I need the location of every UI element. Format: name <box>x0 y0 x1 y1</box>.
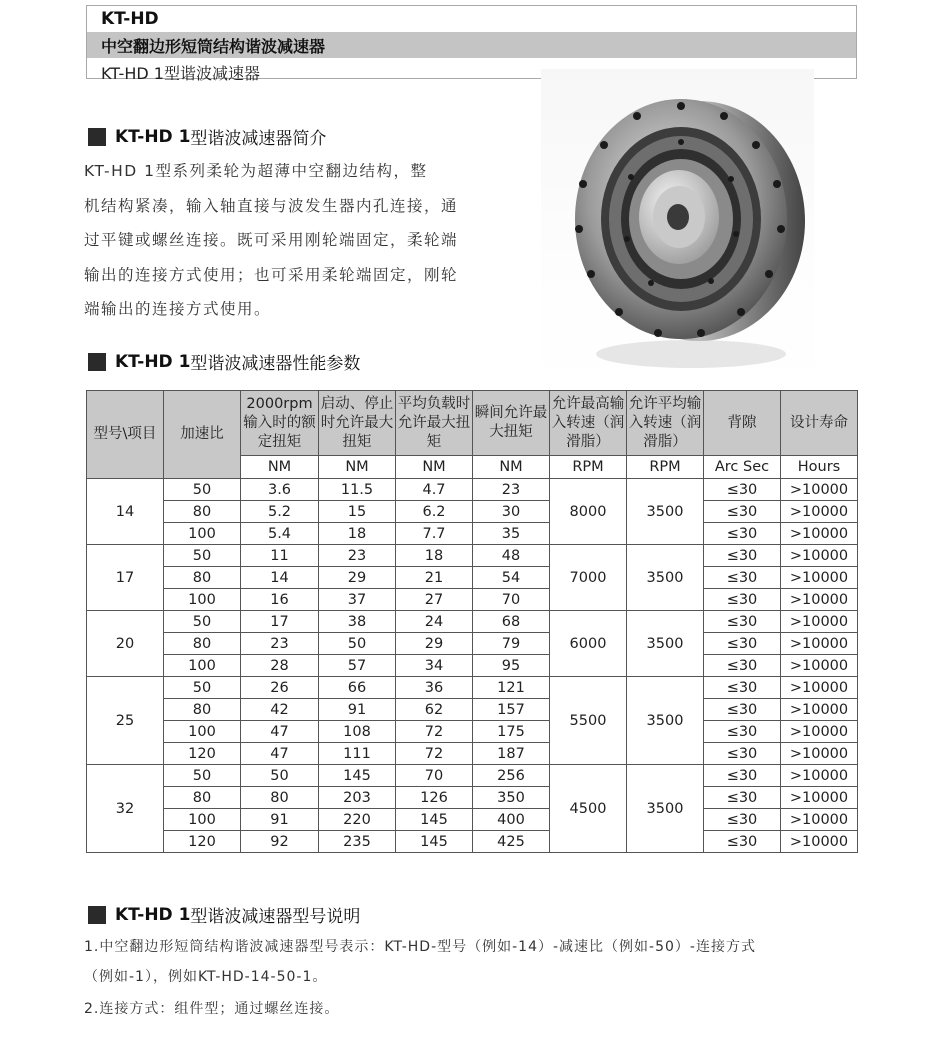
rated-cell: 47 <box>241 743 319 765</box>
header-avgload-torque: 平均负载时允许最大扭矩 <box>396 391 473 456</box>
product-subtitle: KT-HD 1型谐波减速器 <box>101 64 260 83</box>
startstop-cell: 23 <box>319 545 396 567</box>
performance-title <box>88 349 360 374</box>
harmonic-reducer-image <box>541 69 814 391</box>
life-cell: >10000 <box>781 743 858 765</box>
instant-cell: 187 <box>473 743 550 765</box>
ratio-cell: 100 <box>164 655 241 677</box>
model-cell: 20 <box>87 611 164 677</box>
ratio-cell: 100 <box>164 809 241 831</box>
header-startstop-torque: 启动、停止时允许最大扭矩 <box>319 391 396 456</box>
header-rated-torque: 2000rpm输入时的额定扭矩 <box>241 391 319 456</box>
life-cell: >10000 <box>781 655 858 677</box>
rated-cell: 3.6 <box>241 479 319 501</box>
startstop-cell: 145 <box>319 765 396 787</box>
life-cell: >10000 <box>781 765 858 787</box>
avg-speed-cell: 3500 <box>627 765 704 853</box>
intro-title <box>88 124 326 149</box>
rated-cell: 5.2 <box>241 501 319 523</box>
table-row <box>87 809 858 831</box>
instant-cell: 23 <box>473 479 550 501</box>
header-backlash: 背隙 <box>704 391 781 456</box>
rated-cell: 11 <box>241 545 319 567</box>
rated-cell: 14 <box>241 567 319 589</box>
backlash-cell: ≤30 <box>704 721 781 743</box>
startstop-cell: 29 <box>319 567 396 589</box>
life-cell: >10000 <box>781 523 858 545</box>
avg-speed-cell: 3500 <box>627 479 704 545</box>
life-cell: >10000 <box>781 809 858 831</box>
ratio-cell: 80 <box>164 699 241 721</box>
table-row <box>87 633 858 655</box>
avgload-cell: 7.7 <box>396 523 473 545</box>
model-cell: 17 <box>87 545 164 611</box>
table-row <box>87 765 858 787</box>
header-instant-torque: 瞬间允许最大扭矩 <box>473 391 550 456</box>
ratio-cell: 80 <box>164 501 241 523</box>
model-line-3: 2.连接方式：组件型；通过螺丝连接。 <box>84 1001 340 1017</box>
product-code: KT-HD <box>101 9 159 29</box>
section-square-icon <box>88 906 106 924</box>
startstop-cell: 57 <box>319 655 396 677</box>
instant-cell: 48 <box>473 545 550 567</box>
model-line-2: （例如-1），例如KT-HD-14-50-1。 <box>84 969 328 985</box>
life-cell: >10000 <box>781 787 858 809</box>
startstop-cell: 203 <box>319 787 396 809</box>
life-cell: >10000 <box>781 611 858 633</box>
rated-cell: 5.4 <box>241 523 319 545</box>
startstop-cell: 235 <box>319 831 396 853</box>
model-cell: 14 <box>87 479 164 545</box>
intro-line: 机结构紧凑，输入轴直接与波发生器内孔连接，通 <box>84 196 459 215</box>
max-speed-cell: 6000 <box>550 611 627 677</box>
table-row <box>87 501 858 523</box>
avgload-cell: 21 <box>396 567 473 589</box>
life-cell: >10000 <box>781 633 858 655</box>
backlash-cell: ≤30 <box>704 655 781 677</box>
header-ratio: 加速比 <box>164 391 241 479</box>
table-row <box>87 721 858 743</box>
model-title <box>88 902 360 927</box>
intro-line: 输出的连接方式使用；也可采用柔轮端固定，刚轮 <box>84 265 459 284</box>
rated-cell: 42 <box>241 699 319 721</box>
unit-cell: NM <box>241 456 319 479</box>
avgload-cell: 18 <box>396 545 473 567</box>
rated-cell: 80 <box>241 787 319 809</box>
startstop-cell: 38 <box>319 611 396 633</box>
startstop-cell: 37 <box>319 589 396 611</box>
startstop-cell: 11.5 <box>319 479 396 501</box>
model-cell: 25 <box>87 677 164 765</box>
backlash-cell: ≤30 <box>704 501 781 523</box>
model-title-rest: 型谐波减速器型号说明 <box>190 907 361 927</box>
instant-cell: 70 <box>473 589 550 611</box>
backlash-cell: ≤30 <box>704 567 781 589</box>
unit-cell: RPM <box>627 456 704 479</box>
startstop-cell: 220 <box>319 809 396 831</box>
backlash-cell: ≤30 <box>704 765 781 787</box>
table-row <box>87 699 858 721</box>
max-speed-cell: 7000 <box>550 545 627 611</box>
life-cell: >10000 <box>781 567 858 589</box>
ratio-cell: 100 <box>164 523 241 545</box>
instant-cell: 30 <box>473 501 550 523</box>
product-title-band <box>87 32 856 58</box>
backlash-cell: ≤30 <box>704 809 781 831</box>
header-life: 设计寿命 <box>781 391 858 456</box>
ratio-cell: 50 <box>164 765 241 787</box>
intro-line: KT-HD 1型系列柔轮为超薄中空翻边结构，整 <box>84 162 428 180</box>
product-photo <box>541 69 814 391</box>
table-row <box>87 787 858 809</box>
table-row <box>87 567 858 589</box>
instant-cell: 425 <box>473 831 550 853</box>
avgload-cell: 62 <box>396 699 473 721</box>
header-model: 型号\项目 <box>87 391 164 479</box>
ratio-cell: 50 <box>164 479 241 501</box>
table-row <box>87 589 858 611</box>
performance-table <box>86 390 858 853</box>
ratio-cell: 120 <box>164 831 241 853</box>
product-header <box>86 5 857 83</box>
table-row <box>87 655 858 677</box>
instant-cell: 79 <box>473 633 550 655</box>
instant-cell: 400 <box>473 809 550 831</box>
table-row <box>87 479 858 501</box>
table-row <box>87 523 858 545</box>
life-cell: >10000 <box>781 589 858 611</box>
rated-cell: 47 <box>241 721 319 743</box>
intro-title-bold: KT-HD 1 <box>115 126 191 147</box>
backlash-cell: ≤30 <box>704 831 781 853</box>
avgload-cell: 126 <box>396 787 473 809</box>
product-title: 中空翻边形短筒结构谐波减速器 <box>101 37 326 56</box>
model-line-1: 1.中空翻边形短筒结构谐波减速器型号表示：KT-HD-型号（例如-14）-减速比（例如-50）-连接方式 <box>84 939 756 955</box>
avgload-cell: 34 <box>396 655 473 677</box>
model-cell: 32 <box>87 765 164 853</box>
instant-cell: 350 <box>473 787 550 809</box>
rated-cell: 91 <box>241 809 319 831</box>
avgload-cell: 145 <box>396 831 473 853</box>
life-cell: >10000 <box>781 501 858 523</box>
max-speed-cell: 5500 <box>550 677 627 765</box>
instant-cell: 175 <box>473 721 550 743</box>
avgload-cell: 6.2 <box>396 501 473 523</box>
rated-cell: 28 <box>241 655 319 677</box>
startstop-cell: 18 <box>319 523 396 545</box>
rated-cell: 50 <box>241 765 319 787</box>
table-row <box>87 743 858 765</box>
ratio-cell: 80 <box>164 787 241 809</box>
avg-speed-cell: 3500 <box>627 677 704 765</box>
section-square-icon <box>88 353 106 371</box>
backlash-cell: ≤30 <box>704 545 781 567</box>
avgload-cell: 27 <box>396 589 473 611</box>
unit-cell: Arc Sec <box>704 456 781 479</box>
life-cell: >10000 <box>781 545 858 567</box>
ratio-cell: 80 <box>164 633 241 655</box>
instant-cell: 35 <box>473 523 550 545</box>
startstop-cell: 50 <box>319 633 396 655</box>
avgload-cell: 4.7 <box>396 479 473 501</box>
rated-cell: 16 <box>241 589 319 611</box>
instant-cell: 256 <box>473 765 550 787</box>
max-speed-cell: 4500 <box>550 765 627 853</box>
performance-table-body <box>87 479 858 853</box>
avgload-cell: 70 <box>396 765 473 787</box>
intro-paragraph <box>84 154 504 327</box>
backlash-cell: ≤30 <box>704 699 781 721</box>
backlash-cell: ≤30 <box>704 743 781 765</box>
avgload-cell: 72 <box>396 743 473 765</box>
model-title-bold: KT-HD 1 <box>115 904 191 925</box>
avgload-cell: 36 <box>396 677 473 699</box>
ratio-cell: 120 <box>164 743 241 765</box>
rated-cell: 92 <box>241 831 319 853</box>
life-cell: >10000 <box>781 699 858 721</box>
ratio-cell: 100 <box>164 589 241 611</box>
instant-cell: 121 <box>473 677 550 699</box>
startstop-cell: 108 <box>319 721 396 743</box>
section-square-icon <box>88 128 106 146</box>
table-row <box>87 831 858 853</box>
intro-line: 端输出的连接方式使用。 <box>84 300 272 318</box>
backlash-cell: ≤30 <box>704 479 781 501</box>
intro-title-rest: 型谐波减速器简介 <box>190 129 327 149</box>
avgload-cell: 24 <box>396 611 473 633</box>
table-row <box>87 545 858 567</box>
avgload-cell: 29 <box>396 633 473 655</box>
ratio-cell: 50 <box>164 545 241 567</box>
life-cell: >10000 <box>781 479 858 501</box>
header-avg-speed: 允许平均输入转速（润滑脂） <box>627 391 704 456</box>
backlash-cell: ≤30 <box>704 611 781 633</box>
backlash-cell: ≤30 <box>704 633 781 655</box>
backlash-cell: ≤30 <box>704 523 781 545</box>
table-row <box>87 611 858 633</box>
instant-cell: 157 <box>473 699 550 721</box>
startstop-cell: 15 <box>319 501 396 523</box>
header-max-speed: 允许最高输入转速（润滑脂） <box>550 391 627 456</box>
ratio-cell: 50 <box>164 677 241 699</box>
rated-cell: 17 <box>241 611 319 633</box>
startstop-cell: 66 <box>319 677 396 699</box>
intro-line: 过平键或螺丝连接。既可采用刚轮端固定，柔轮端 <box>84 231 459 249</box>
unit-cell: NM <box>319 456 396 479</box>
backlash-cell: ≤30 <box>704 589 781 611</box>
performance-title-rest: 型谐波减速器性能参数 <box>190 354 361 374</box>
table-row <box>87 677 858 699</box>
instant-cell: 68 <box>473 611 550 633</box>
avg-speed-cell: 3500 <box>627 545 704 611</box>
avg-speed-cell: 3500 <box>627 611 704 677</box>
life-cell: >10000 <box>781 677 858 699</box>
avgload-cell: 72 <box>396 721 473 743</box>
ratio-cell: 100 <box>164 721 241 743</box>
life-cell: >10000 <box>781 721 858 743</box>
rated-cell: 26 <box>241 677 319 699</box>
ratio-cell: 50 <box>164 611 241 633</box>
rated-cell: 23 <box>241 633 319 655</box>
unit-cell: RPM <box>550 456 627 479</box>
unit-cell: NM <box>473 456 550 479</box>
unit-cell: Hours <box>781 456 858 479</box>
backlash-cell: ≤30 <box>704 787 781 809</box>
startstop-cell: 91 <box>319 699 396 721</box>
unit-cell: NM <box>396 456 473 479</box>
life-cell: >10000 <box>781 831 858 853</box>
instant-cell: 95 <box>473 655 550 677</box>
instant-cell: 54 <box>473 567 550 589</box>
backlash-cell: ≤30 <box>704 677 781 699</box>
model-description <box>84 932 864 1024</box>
ratio-cell: 80 <box>164 567 241 589</box>
max-speed-cell: 8000 <box>550 479 627 545</box>
performance-title-bold: KT-HD 1 <box>115 351 191 372</box>
avgload-cell: 145 <box>396 809 473 831</box>
startstop-cell: 111 <box>319 743 396 765</box>
